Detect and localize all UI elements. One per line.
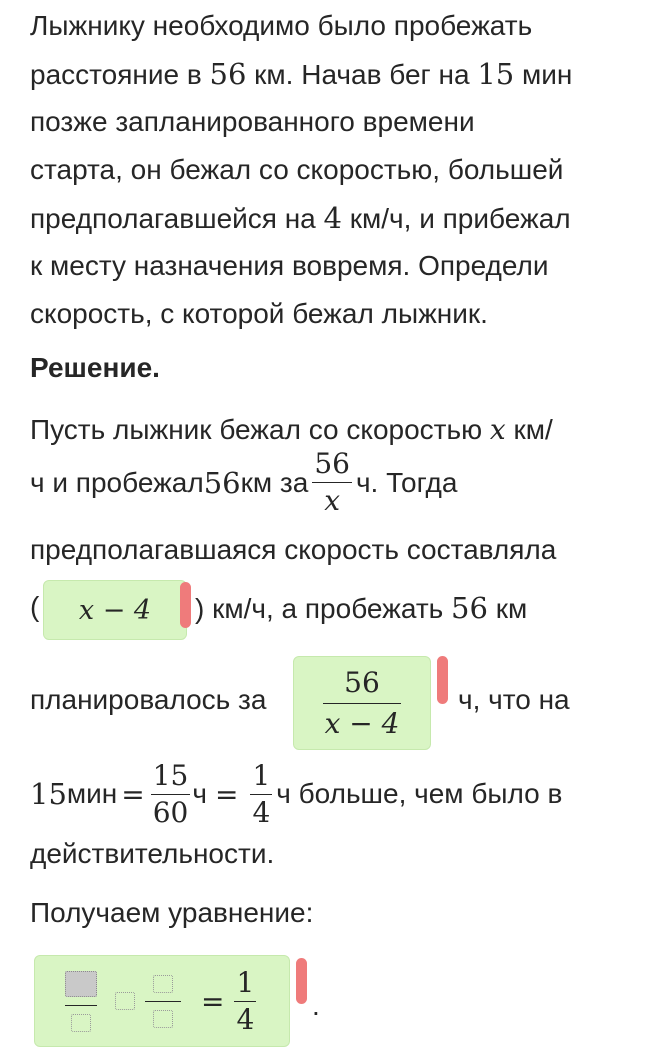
problem-line: позже запланированного времени	[30, 106, 475, 137]
problem-line: предполагавшейся на 4 км/ч, и прибежал	[30, 201, 571, 235]
solution-heading: Решение.	[30, 352, 160, 383]
problem-line: к месту назначения вовремя. Определи	[30, 250, 549, 281]
answer-input-speed[interactable]: x − 4	[43, 580, 187, 640]
fraction-56-over-x-minus-4: $\frac{56}{x - 4}$	[324, 665, 400, 740]
empty-fraction[interactable]	[65, 971, 97, 1032]
empty-fraction[interactable]	[145, 975, 181, 1028]
error-mark	[296, 958, 307, 1004]
solution-line: Получаем уравнение:	[30, 897, 314, 928]
var-x: x	[489, 413, 506, 446]
answer-input-planned-time[interactable]	[293, 656, 431, 750]
solution-line: ) км/ч, а пробежать 56 км	[195, 591, 528, 625]
fraction-56-over-x: $\frac{56}{x}$	[314, 447, 350, 517]
error-mark	[180, 582, 191, 628]
equation-input[interactable]: = $\frac{1}{4}$	[34, 955, 290, 1047]
fraction-1-over-4: $\frac{1}{4}$	[236, 965, 255, 1036]
solution-line: предполагавшаяся скорость составляла	[30, 534, 557, 565]
placeholder-operator[interactable]	[115, 992, 135, 1010]
solution-line: 15 мин = $\frac{15}{60}$ ч = $\frac{1}{4}$ ч больше, чем было в	[30, 758, 563, 829]
placeholder-slot-active[interactable]	[65, 971, 97, 997]
problem-line: Лыжнику необходимо было пробежать	[30, 10, 533, 41]
error-mark	[437, 656, 448, 704]
problem-line: скорость, с которой бежал лыжник.	[30, 298, 488, 329]
placeholder-slot[interactable]	[153, 975, 173, 993]
task-page	[30, 0, 630, 1036]
problem-line: старта, он бежал со скоростью, большей	[30, 154, 564, 185]
solution-line: действительности.	[30, 838, 275, 869]
placeholder-slot[interactable]	[71, 1014, 91, 1032]
solution-line: ч и пробежал 56 км за $\frac{56}{x}$ ч. Тогда	[30, 447, 458, 517]
fraction-1-over-4: $\frac{1}{4}$	[252, 758, 271, 829]
problem-statement	[30, 2, 630, 338]
solution-line: ч, что на	[458, 684, 570, 715]
solution-line: Пусть лыжник бежал со скоростью x км/	[30, 413, 553, 446]
paren-open: (	[30, 591, 40, 622]
equation-period: .	[312, 990, 320, 1021]
problem-line: расстояние в 56 км. Начав бег на 15 мин	[30, 57, 573, 91]
placeholder-slot[interactable]	[153, 1010, 173, 1028]
solution-line: планировалось за	[30, 684, 267, 715]
fraction-15-over-60: $\frac{15}{60}$	[152, 758, 189, 829]
